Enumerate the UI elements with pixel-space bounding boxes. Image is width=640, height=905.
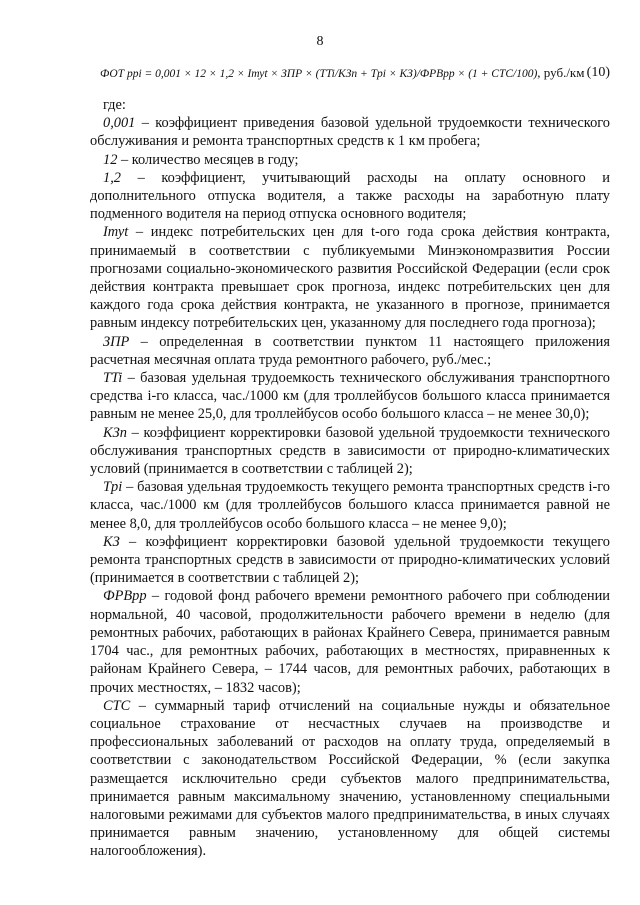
definition-item [90, 151, 610, 169]
definition-item [90, 587, 610, 696]
formula-expression: ФОТ ррi = 0,001 × 12 × 1,2 × Iтуt × ЗПР × (TTi/KЗп + Tpi × KЗ)/ФРВрр × (1 + CТС/100) [100, 68, 538, 80]
where-label: где: [103, 97, 126, 113]
definition-term: 12 [103, 151, 118, 168]
definition-term: 0,001 [103, 115, 136, 132]
definition-text: – количество месяцев в году; [117, 151, 299, 168]
definition-text: – индекс потребительских цен для t-ого года срока действия контракта, принимаемый в соответствии с публикуемыми Минэкономразвития России прогнозами социально-экономического развития Российской Федерации (если срок действия контракта превышает срок прогноза, индекс потребительских цен для каждого года срока действия контракта, не указанного в прогнозе, принимается равным индексу потребительских цен, указанному для последнего года прогноза); [90, 224, 610, 332]
definition-text: – коэффициент корректировки базовой удельной трудоемкости текущего ремонта транспортных средств в зависимости от природно-климатических условий (принимается в соответствии с таблицей 2); [90, 533, 610, 587]
definition-term: KЗ [103, 533, 120, 550]
definition-term: ФРВрр [103, 588, 147, 605]
definition-item [90, 223, 610, 332]
definition-text: – суммарный тариф отчислений на социальные нужды и обязательное социальное страхование от несчастных случаев на производстве и профессиональных заболеваний от расходов на оплату труда, определяемый в соответствии с законодательством Российской Федерации, % (если закупка размещается исключительно среди субъектов малого предпринимательства, принимается равным максимальному значению, установленному специальными налоговыми режимами для субъектов малого предпринимательства, в иных случаях принимается равным значению, установленному для общей системы налогообложения). [90, 697, 610, 860]
definition-text: – годовой фонд рабочего времени ремонтного рабочего при соблюдении нормальной, 40 часовой, продолжительности рабочего времени в неделю (для ремонтных рабочих, работающих в районах Крайнего Севера, принимается равным 1704 час., для ремонтных рабочих, работающих в местностях, приравненных к районам Крайнего Севера, – 1744 часов, для ремонтных рабочих, работающих в прочих местностях, – 1832 часов); [90, 588, 610, 696]
page-number: 8 [316, 34, 324, 49]
definition-text: – коэффициент, учитывающий расходы на оплату основного и дополнительного отпуска водителя, а также расходы на заработную плату подменного водителя на период отпуска основного водителя; [90, 169, 610, 223]
definition-item [90, 369, 610, 424]
definition-item [90, 333, 610, 369]
definition-item [90, 533, 610, 588]
definition-term: CТС [103, 697, 131, 714]
definition-term: ЗПР [103, 333, 130, 350]
definition-term: TTi [103, 370, 123, 387]
definition-item [90, 478, 610, 533]
formula-unit: , руб./км [537, 65, 585, 80]
definition-item [90, 114, 610, 150]
formula-number: (10) [586, 65, 610, 80]
definition-item [90, 697, 610, 861]
definition-item [90, 169, 610, 224]
definition-term: KЗп [103, 424, 127, 441]
definition-text: – коэффициент корректировки базовой удельной трудоемкости технического обслуживания транспортных средств в зависимости от природно-климатических условий (принимается в соответствии с таблицей 2); [90, 424, 610, 478]
definition-text: – базовая удельная трудоемкость текущего ремонта транспортных средств i-го класса, час./1000 км (для троллейбусов большого класса принимается равной не менее 8,0, для троллейбусов особо большого класса – не менее 9,0); [90, 479, 610, 532]
definition-term: 1,2 [103, 169, 121, 186]
definitions-list [90, 96, 610, 861]
definition-text: – коэффициент приведения базовой удельной трудоемкости технического обслуживания и ремонта транспортных средств к 1 км пробега; [90, 115, 610, 150]
definition-item [90, 424, 610, 479]
formula-10 [100, 64, 610, 83]
definition-text: – определенная в соответствии пунктом 11 настоящего приложения расчетная месячная оплата труда ремонтного рабочего, руб./мес.; [90, 333, 610, 368]
definition-term: Iтуt [103, 224, 129, 241]
definition-text: – базовая удельная трудоемкость технического обслуживания транспортного средства i-го класса, час./1000 км (для троллейбусов большого класса принимается равным не менее 25,0, для троллейбусов особо большого класса – не менее 30,0); [90, 370, 610, 423]
definition-term: Tpi [103, 479, 123, 496]
